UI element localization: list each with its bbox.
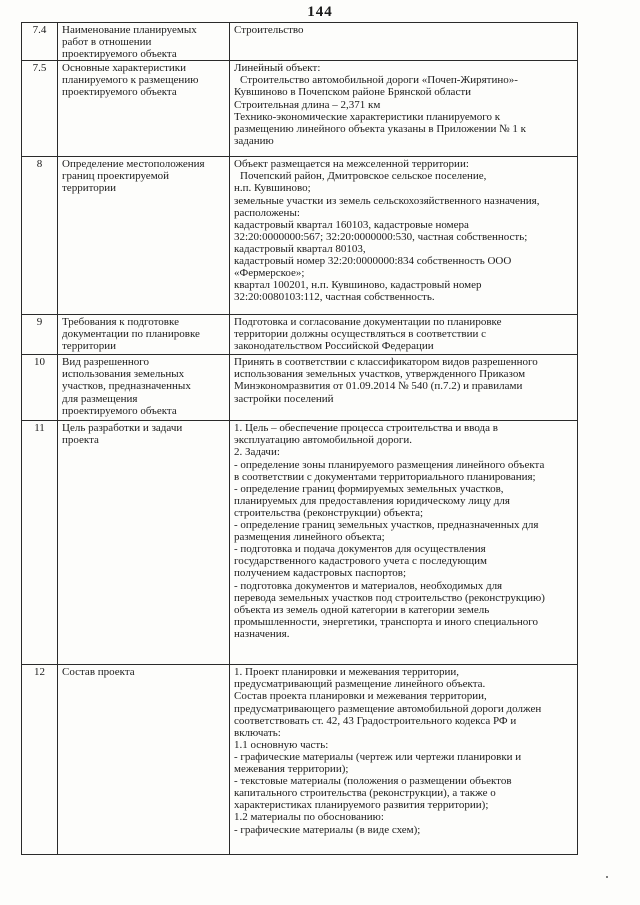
row-value: Линейный объект: Строительство автомобильной дороги «Почеп-Жирятино»- Кувшиново в Почепском районе Брянской области Строительная длина – 2,371 км Технико-экономические характеристики планируемого к размещению линейного объекта указаны в Приложении № 1 к заданию [230, 61, 578, 157]
row-number: 11 [22, 421, 58, 665]
row-label: Требования к подготовке документации по планировке территории [58, 315, 230, 355]
row-label: Наименование планируемых работ в отношении проектируемого объекта [58, 23, 230, 61]
row-number: 7.5 [22, 61, 58, 157]
row-value: 1. Цель – обеспечение процесса строительства и ввода в эксплуатацию автомобильной дороги. 2. Задачи: - определение зоны планируемого размещения линейного объекта в соответствии с документами территориального планирования; - определение границ формируемых земельных участков, планируемых для предоставления юридическому лицу для строительства (реконструкции) объекта; - определение границ земельных участков, предназначенных для размещения линейного объекта; - подготовка и подача документов для осуществления государственного кадастрового учета с последующим получением кадастровых паспортов; - подготовка документов и материалов, необходимых для перевода земельных участков под строительство (реконструкцию) объекта из земель одной категории в категории земель промышленности, энергетики, транспорта и иного специального назначения. [230, 421, 578, 665]
row-value: Строительство [230, 23, 578, 61]
table-row [22, 665, 578, 855]
table-row [22, 355, 578, 421]
row-value: Подготовка и согласование документации по планировке территории должны осуществляться в соответствии с законодательством Российской Федерации [230, 315, 578, 355]
scan-speck [606, 876, 608, 878]
row-label: Цель разработки и задачи проекта [58, 421, 230, 665]
table-row [22, 157, 578, 315]
row-label: Основные характеристики планируемого к размещению проектируемого объекта [58, 61, 230, 157]
table-row [22, 23, 578, 61]
row-value: Принять в соответствии с классификатором видов разрешенного использования земельных участков, утвержденного Приказом Минэкономразвития от 01.09.2014 № 540 (п.7.2) и правилами застройки поселений [230, 355, 578, 421]
row-label: Вид разрешенного использования земельных участков, предназначенных для размещения проектируемого объекта [58, 355, 230, 421]
project-spec-table [21, 22, 578, 855]
row-number: 7.4 [22, 23, 58, 61]
page-number: 144 [307, 4, 333, 20]
table-row [22, 421, 578, 665]
row-number: 9 [22, 315, 58, 355]
table-row [22, 315, 578, 355]
row-value: Объект размещается на межселенной территории: Почепский район, Дмитровское сельское поселение, н.п. Кувшиново; земельные участки из земель сельскохозяйственного назначения, расположены: кадастровый квартал 160103, кадастровые номера 32:20:0000000:567; 32:20:0000000:530, частная собственность; кадастровый квартал 80103, кадастровый номер 32:20:0000000:834 собственность ООО «Фермерское»; квартал 100201, н.п. Кувшиново, кадастровый номер 32:20:0080103:112, частная собственность. [230, 157, 578, 315]
row-number: 10 [22, 355, 58, 421]
row-number: 8 [22, 157, 58, 315]
row-label: Определение местоположения границ проектируемой территории [58, 157, 230, 315]
row-number: 12 [22, 665, 58, 855]
row-label: Состав проекта [58, 665, 230, 855]
row-value: 1. Проект планировки и межевания территории, предусматривающий размещение линейного объекта. Состав проекта планировки и межевания территории, предусматривающего размещение автомобильной дороги должен соответствовать ст. 42, 43 Градостроительного кодекса РФ и включать: 1.1 основную часть: - графические материалы (чертеж или чертежи планировки и межевания территории); - текстовые материалы (положения о размещении объектов капитального строительства (реконструкции), а также о характеристиках планируемого развития территории); 1.2 материалы по обоснованию: - графические материалы (в виде схем); [230, 665, 578, 855]
table-row [22, 61, 578, 157]
